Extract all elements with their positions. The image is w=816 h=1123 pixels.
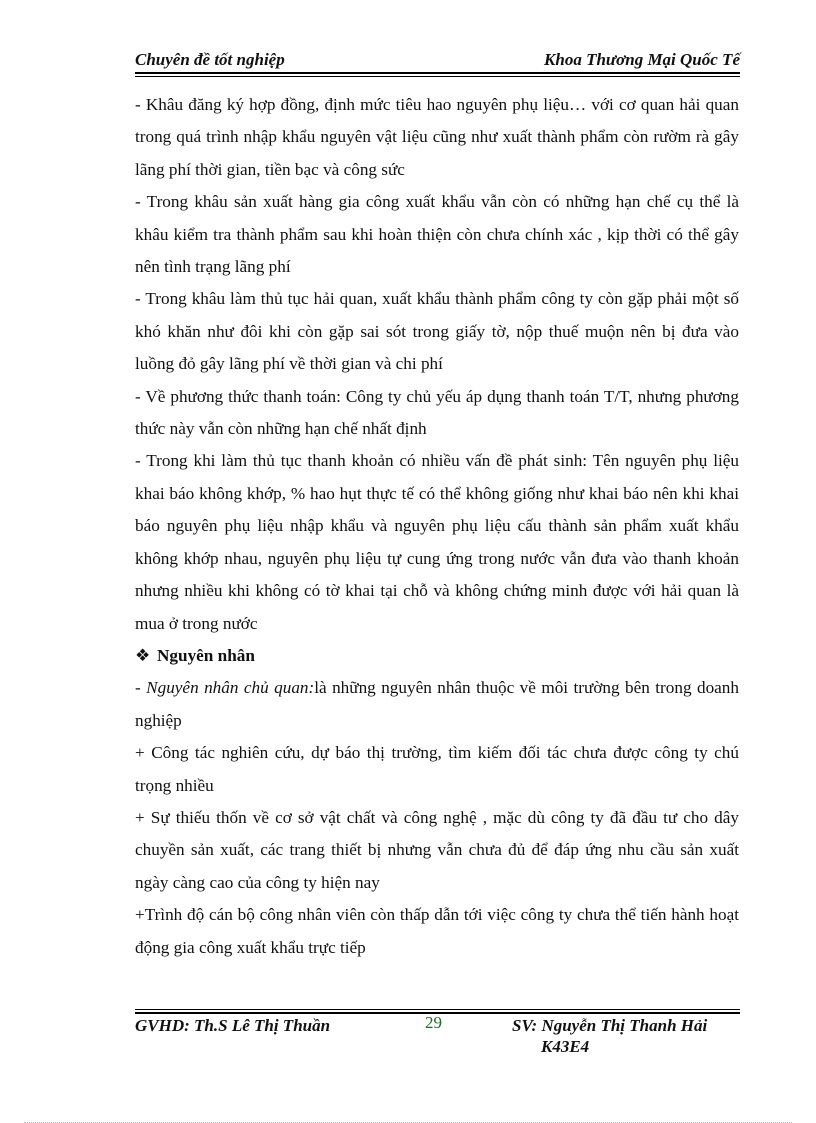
paragraph-payment: - Về phương thức thanh toán: Công ty chủ yếu áp dụng thanh toán T/T, nhưng phương thức này vẫn còn những hạn chế nhất định	[135, 386, 739, 439]
header-document-type: Chuyên đề tốt nghiệp	[135, 50, 285, 69]
footer-rule-thin	[135, 1009, 740, 1010]
paragraph-liquidation: - Trong khi làm thủ tục thanh khoản có nhiều vấn đề phát sinh: Tên nguyên phụ liệu khai báo không khớp, % hao hụt thực tế có thể không giống như khai báo nên khi khai báo nguyên phụ liệu nhập khẩu và nguyên phụ liệu cấu thành sản phẩm xuất khẩu không khớp nhau, nguyên phụ liệu tự cung ứng trong nước vẫn đưa vào thanh khoản nhưng nhiều khi không có tờ khai tại chỗ và không chứng minh được với hải quan là mua ở trong nước	[135, 451, 739, 633]
footer-class: K43E4	[541, 1037, 590, 1056]
paragraph-production: - Trong khâu sản xuất hàng gia công xuất khẩu vẫn còn có những hạn chế cụ thể là khâu kiểm tra thành phẩm sau khi hoàn thiện còn chưa chính xác , kịp thời có thể gây nên tình trạng lãng phí	[135, 192, 739, 277]
cause-prefix: -	[135, 678, 147, 698]
page-header	[135, 48, 740, 72]
cause-description: là những nguyên nhân thuộc về môi trường bên trong doanh nghiệp	[135, 678, 739, 730]
header-rule-thick	[135, 72, 740, 74]
diamond-bullet-icon: ❖	[135, 645, 151, 665]
page-number: 29	[425, 1013, 442, 1032]
page-body	[135, 89, 739, 964]
header-rule-thin	[135, 76, 740, 77]
point-staff-level: +Trình độ cán bộ công nhân viên còn thấp dẫn tới việc công ty chưa thể tiến hành hoạt động gia công xuất khẩu trực tiếp	[135, 905, 739, 957]
point-facilities: + Sự thiếu thốn về cơ sở vật chất và công nghệ , mặc dù công ty đã đầu tư cho dây chuyền sản xuất, các trang thiết bị nhưng vẫn chưa đủ để đáp ứng nhu cầu sản xuất ngày càng cao của công ty hiện nay	[135, 807, 739, 892]
section-heading-text: Nguyên nhân	[157, 645, 255, 665]
cause-label: Nguyên nhân chủ quan:	[146, 678, 315, 698]
section-heading	[135, 640, 739, 672]
point-market-research: + Công tác nghiên cứu, dự báo thị trường, tìm kiếm đối tác chưa được công ty chú trọng nhiều	[135, 743, 739, 795]
paragraph-subjective-cause	[135, 672, 739, 737]
paragraph-contract-registration: - Khâu đăng ký hợp đồng, định mức tiêu hao nguyên phụ liệu… với cơ quan hải quan trong quá trình nhập khẩu nguyên vật liệu cũng như xuất thành phẩm còn rườm rà gây lãng phí thời gian, tiền bạc và công sức	[135, 95, 739, 179]
footer-advisor: GVHD: Th.S Lê Thị Thuần	[135, 1016, 331, 1035]
header-faculty: Khoa Thương Mại Quốc Tế	[544, 50, 740, 69]
paragraph-customs: - Trong khâu làm thủ tục hải quan, xuất khẩu thành phẩm công ty còn gặp phải một số khó khăn như đôi khi còn gặp sai sót trong giấy tờ, nộp thuế muộn nên bị đưa vào luồng đỏ gây lãng phí về thời gian và chi phí	[135, 289, 739, 374]
footer-student: SV: Nguyễn Thị Thanh Hải	[512, 1016, 708, 1035]
